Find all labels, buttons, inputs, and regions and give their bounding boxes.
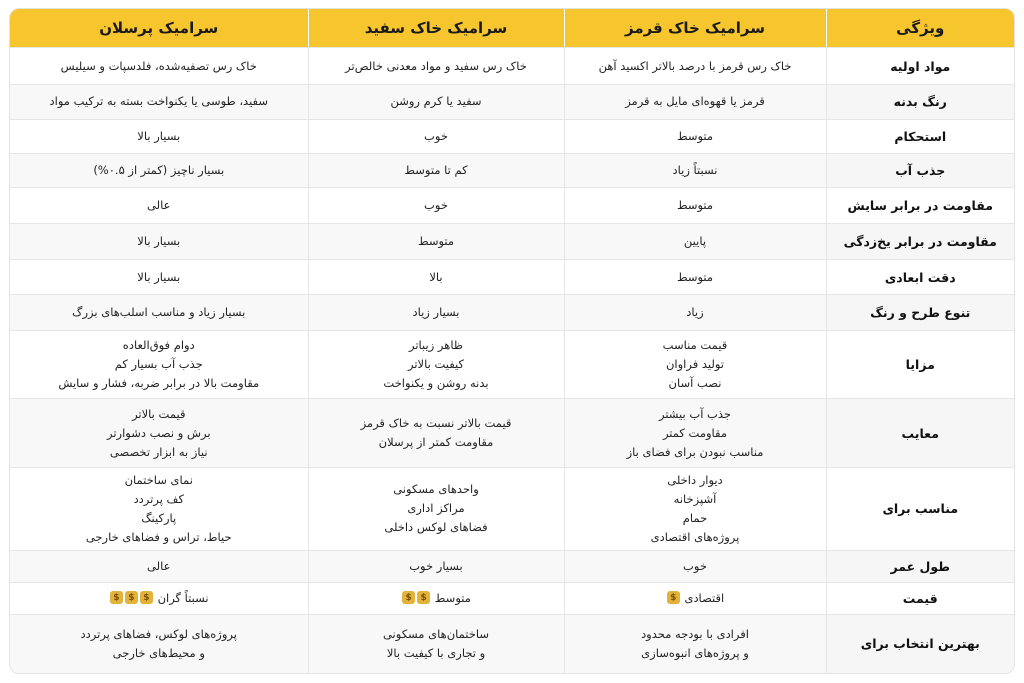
feature-cell: مواد اولیه <box>826 48 1014 85</box>
money-bag-icon <box>125 591 138 604</box>
cell-white <box>308 399 564 467</box>
cell-text: مقاومت کمتر <box>662 425 728 440</box>
cell-text: قرمز یا قهوه‌ای مایل به قرمز <box>625 94 765 109</box>
cell-text: عالی <box>147 558 171 573</box>
cell-red <box>564 614 826 673</box>
ceramic-comparison-table <box>10 9 1014 673</box>
cell-text: مراکز اداری <box>407 501 465 516</box>
feature-cell: تنوع طرح و رنگ <box>826 294 1014 330</box>
price-line <box>315 589 558 608</box>
cell-white <box>308 294 564 330</box>
cell-text: متوسط <box>434 590 471 605</box>
cell-porcelain <box>10 224 308 260</box>
cell-text: بدنه روشن و یکنواخت <box>383 376 489 391</box>
cell-white <box>308 224 564 260</box>
cell-text: بسیار زیاد و مناسب اسلب‌های بزرگ <box>72 304 246 319</box>
cell-text: کیفیت بالاتر <box>408 357 464 372</box>
cell-red <box>564 224 826 260</box>
cell-white <box>308 260 564 294</box>
money-bag-icon <box>402 591 415 604</box>
money-bag-icon <box>417 591 430 604</box>
cell-red <box>564 85 826 119</box>
header-red-clay: سرامیک خاک قرمز <box>564 9 826 48</box>
feature-cell: مناسب برای <box>826 467 1014 550</box>
cell-porcelain <box>10 153 308 187</box>
cell-text: نصب آسان <box>668 376 722 391</box>
feature-cell: مقاومت در برابر سایش <box>826 187 1014 223</box>
cell-red <box>564 260 826 294</box>
price-line <box>571 589 820 608</box>
cell-text: عالی <box>147 198 171 213</box>
cell-text: حمام <box>682 510 708 525</box>
cell-text: جذب آب بیشتر <box>658 406 732 421</box>
cell-text: نمای ساختمان <box>124 472 193 487</box>
cell-porcelain <box>10 399 308 467</box>
feature-cell: معایب <box>826 399 1014 467</box>
table-row <box>10 399 1014 467</box>
table-row <box>10 614 1014 673</box>
cell-porcelain <box>10 187 308 223</box>
cell-red <box>564 294 826 330</box>
money-bag-icon <box>667 591 680 604</box>
feature-cell: مزایا <box>826 330 1014 398</box>
cell-text: مناسب نبودن برای فضای باز <box>626 444 764 459</box>
cell-text: و محیط‌های خارجی <box>112 645 205 660</box>
cell-text: قیمت بالاتر <box>132 406 186 421</box>
cell-text: خاک رس قرمز با درصد بالاتر اکسید آهن <box>598 58 792 73</box>
cell-porcelain <box>10 467 308 550</box>
cell-text: واحدهای مسکونی <box>393 482 479 497</box>
price-line <box>16 589 302 608</box>
table-row <box>10 187 1014 223</box>
cell-text: بسیار بالا <box>137 234 181 249</box>
cell-white <box>308 614 564 673</box>
feature-cell: قیمت <box>826 582 1014 614</box>
cell-text: قیمت بالاتر نسبت به خاک قرمز <box>360 416 512 431</box>
feature-cell: رنگ بدنه <box>826 85 1014 119</box>
cell-red <box>564 119 826 153</box>
cell-text: زیاد <box>686 304 704 319</box>
cell-text: بسیار زیاد <box>412 304 460 319</box>
header-row <box>10 9 1014 48</box>
table-row <box>10 224 1014 260</box>
table-row <box>10 153 1014 187</box>
cell-porcelain <box>10 48 308 85</box>
cell-text: بسیار خوب <box>409 558 463 573</box>
table-row <box>10 467 1014 550</box>
cell-red <box>564 153 826 187</box>
cell-red <box>564 187 826 223</box>
table-row <box>10 294 1014 330</box>
money-bag-icon <box>140 591 153 604</box>
cell-text: بسیار ناچیز (کمتر از ۰.۵%) <box>93 162 225 177</box>
cell-text: قیمت مناسب <box>662 338 728 353</box>
feature-cell: طول عمر <box>826 550 1014 582</box>
cell-text: خاک رس تصفیه‌شده، فلدسپات و سیلیس <box>60 58 257 73</box>
cell-porcelain <box>10 614 308 673</box>
cell-text: متوسط <box>676 198 714 213</box>
cell-text: آشپزخانه <box>673 491 717 506</box>
cell-text: متوسط <box>676 269 714 284</box>
cell-white <box>308 48 564 85</box>
cell-white <box>308 187 564 223</box>
cell-text: فضاهای لوکس داخلی <box>384 520 488 535</box>
cell-text: تولید فراوان <box>665 357 725 372</box>
header-feature: ویژگی <box>826 9 1014 48</box>
table-row <box>10 582 1014 614</box>
money-bag-icon <box>110 591 123 604</box>
cell-text: حیاط، تراس و فضاهای خارجی <box>85 529 232 544</box>
table-row <box>10 550 1014 582</box>
header-white-clay: سرامیک خاک سفید <box>308 9 564 48</box>
cell-porcelain <box>10 260 308 294</box>
table-row <box>10 85 1014 119</box>
header-porcelain: سرامیک پرسلان <box>10 9 308 48</box>
cell-text: نسبتاً گران <box>157 590 209 605</box>
cell-red <box>564 399 826 467</box>
cell-text: بسیار بالا <box>137 128 181 143</box>
cell-text: متوسط <box>417 234 455 249</box>
cell-text: اقتصادی <box>684 590 725 605</box>
cell-white <box>308 153 564 187</box>
cell-text: جذب آب بسیار کم <box>114 357 203 372</box>
cell-text: مقاومت کمتر از پرسلان <box>378 435 494 450</box>
cell-white <box>308 330 564 398</box>
cell-white <box>308 467 564 550</box>
cell-text: خوب <box>424 198 448 213</box>
cell-text: افرادی با بودجه محدود <box>641 626 749 641</box>
cell-text: سفید یا کرم روشن <box>390 94 482 109</box>
cell-text: پروژه‌های اقتصادی <box>650 529 740 544</box>
cell-porcelain <box>10 330 308 398</box>
cell-text: متوسط <box>676 128 714 143</box>
cell-porcelain <box>10 582 308 614</box>
cell-text: دوام فوق‌العاده <box>122 338 195 353</box>
cell-text: سفید، طوسی یا یکنواخت بسته به ترکیب مواد <box>49 94 268 109</box>
feature-cell: استحکام <box>826 119 1014 153</box>
cell-text: برش و نصب دشوارتر <box>106 425 211 440</box>
cell-text: ظاهر زیباتر <box>409 338 463 353</box>
cell-white <box>308 85 564 119</box>
feature-cell: جذب آب <box>826 153 1014 187</box>
cell-porcelain <box>10 550 308 582</box>
cell-red <box>564 550 826 582</box>
table-row <box>10 119 1014 153</box>
cell-porcelain <box>10 294 308 330</box>
cell-text: پارکینگ <box>141 510 177 525</box>
feature-cell: دقت ابعادی <box>826 260 1014 294</box>
cell-text: کف پرتردد <box>133 491 184 506</box>
cell-text: بسیار بالا <box>137 269 181 284</box>
cell-text: پایین <box>683 234 707 249</box>
feature-cell: بهترین انتخاب برای <box>826 614 1014 673</box>
cell-text: بالا <box>429 269 443 284</box>
cell-porcelain <box>10 119 308 153</box>
cell-porcelain <box>10 85 308 119</box>
cell-text: خاک رس سفید و مواد معدنی خالص‌تر <box>345 58 527 73</box>
cell-text: و پروژه‌های انبوه‌سازی <box>641 645 749 660</box>
cell-red <box>564 582 826 614</box>
cell-text: مقاومت بالا در برابر ضربه، فشار و سایش <box>58 376 260 391</box>
cell-text: ساختمان‌های مسکونی <box>382 626 490 641</box>
cell-white <box>308 582 564 614</box>
cell-red <box>564 48 826 85</box>
cell-text: کم تا متوسط <box>404 162 468 177</box>
cell-text: نسبتاً زیاد <box>672 162 718 177</box>
cell-red <box>564 467 826 550</box>
cell-text: و تجاری با کیفیت بالا <box>386 645 486 660</box>
cell-text: دیوار داخلی <box>667 472 723 487</box>
cell-text: نیاز به ابزار تخصصی <box>109 444 208 459</box>
cell-white <box>308 550 564 582</box>
comparison-table-container <box>9 8 1015 674</box>
cell-text: خوب <box>424 128 448 143</box>
cell-text: پروژه‌های لوکس، فضاهای پرتردد <box>80 626 237 641</box>
table-row <box>10 330 1014 398</box>
cell-red <box>564 330 826 398</box>
cell-text: خوب <box>683 558 707 573</box>
table-row <box>10 260 1014 294</box>
table-row <box>10 48 1014 85</box>
cell-white <box>308 119 564 153</box>
feature-cell: مقاومت در برابر یخ‌زدگی <box>826 224 1014 260</box>
